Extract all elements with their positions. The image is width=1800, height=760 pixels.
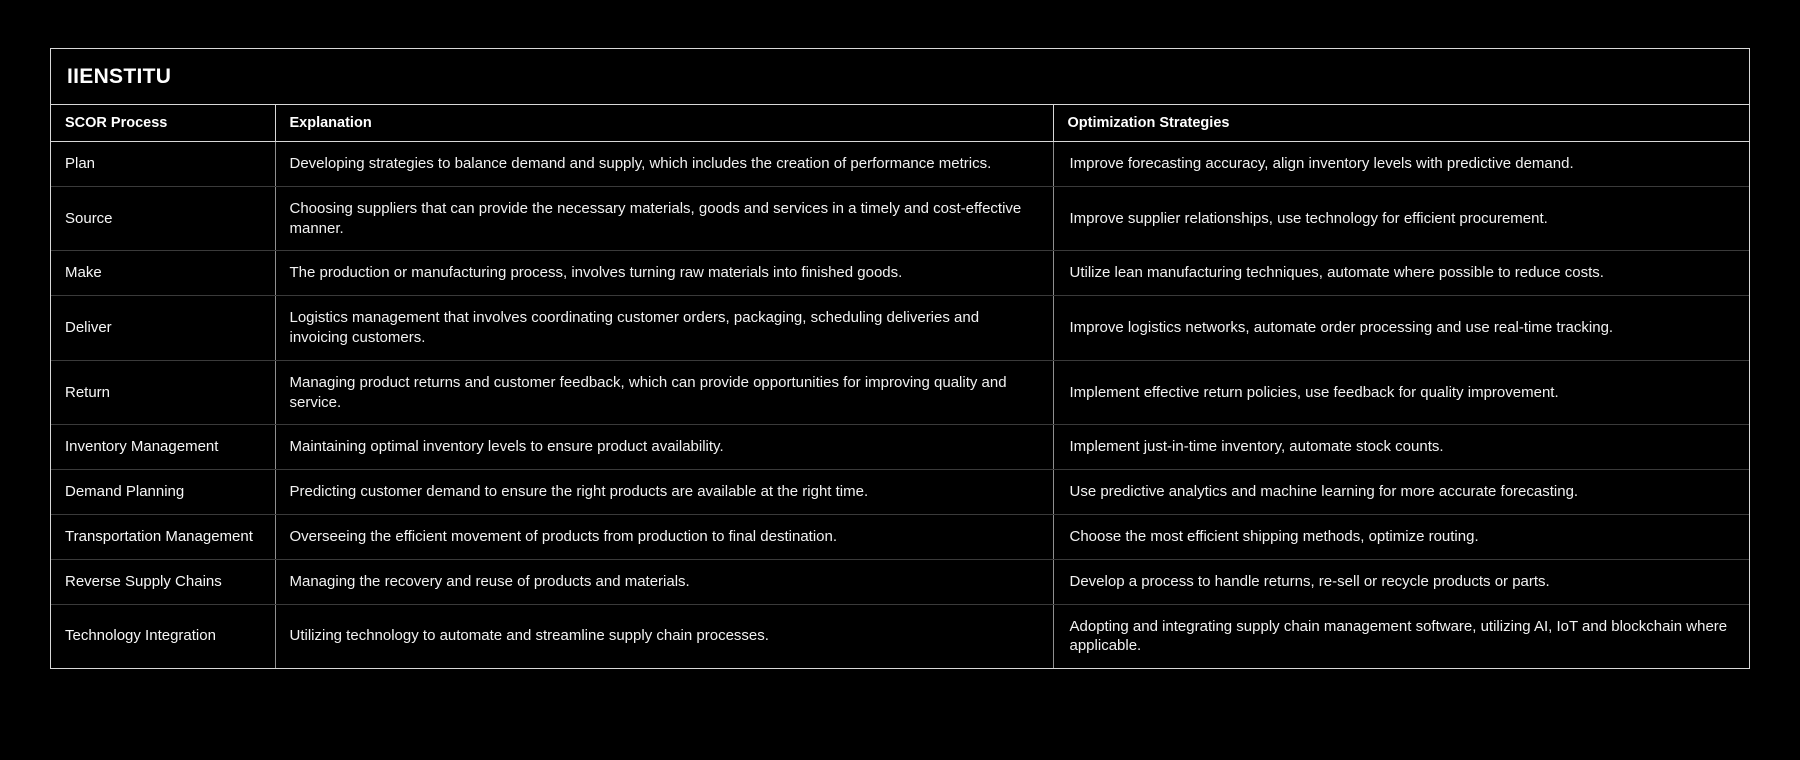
cell-strategy: Develop a process to handle returns, re-sell or recycle products or parts. (1053, 559, 1749, 604)
cell-explanation: Utilizing technology to automate and streamline supply chain processes. (275, 604, 1053, 668)
cell-process: Transportation Management (51, 514, 275, 559)
cell-process: Make (51, 251, 275, 296)
scor-table-card (50, 48, 1750, 669)
cell-explanation: The production or manufacturing process, involves turning raw materials into finished goods. (275, 251, 1053, 296)
table-row (51, 514, 1749, 559)
brand-title: IIENSTITU (67, 64, 172, 88)
table-row (51, 360, 1749, 425)
table-body (51, 142, 1749, 669)
table-row (51, 186, 1749, 251)
cell-explanation: Logistics management that involves coordinating customer orders, packaging, scheduling deliveries and invoicing customers. (275, 296, 1053, 361)
cell-explanation: Managing the recovery and reuse of products and materials. (275, 559, 1053, 604)
cell-process: Source (51, 186, 275, 251)
cell-strategy: Implement just-in-time inventory, automate stock counts. (1053, 425, 1749, 470)
table-row (51, 296, 1749, 361)
cell-process: Plan (51, 142, 275, 187)
cell-strategy: Improve forecasting accuracy, align inventory levels with predictive demand. (1053, 142, 1749, 187)
table-row (51, 559, 1749, 604)
table-row (51, 142, 1749, 187)
cell-process: Demand Planning (51, 470, 275, 515)
column-header-explanation: Explanation (275, 105, 1053, 142)
cell-strategy: Adopting and integrating supply chain management software, utilizing AI, IoT and blockchain where applicable. (1069, 617, 1728, 655)
table-header-row (51, 105, 1749, 142)
cell-explanation: Predicting customer demand to ensure the right products are available at the right time. (275, 470, 1053, 515)
cell-strategy: Improve logistics networks, automate order processing and use real-time tracking. (1053, 296, 1749, 361)
cell-explanation: Developing strategies to balance demand and supply, which includes the creation of performance metrics. (275, 142, 1053, 187)
cell-strategy: Choose the most efficient shipping methods, optimize routing. (1053, 514, 1749, 559)
cell-explanation: Managing product returns and customer feedback, which can provide opportunities for improving quality and service. (275, 360, 1053, 425)
scor-process-table (51, 105, 1749, 668)
table-header (51, 105, 1749, 142)
cell-explanation: Choosing suppliers that can provide the necessary materials, goods and services in a timely and cost-effective manner. (275, 186, 1053, 251)
cell-explanation: Maintaining optimal inventory levels to ensure product availability. (275, 425, 1053, 470)
cell-explanation: Overseeing the efficient movement of products from production to final destination. (275, 514, 1053, 559)
brand-header (51, 49, 1749, 105)
table-row (51, 251, 1749, 296)
column-header-optimization-strategies: Optimization Strategies (1053, 105, 1749, 142)
cell-process: Inventory Management (51, 425, 275, 470)
table-row (51, 470, 1749, 515)
table-row (51, 425, 1749, 470)
cell-process: Technology Integration (51, 604, 275, 668)
cell-strategy: Implement effective return policies, use feedback for quality improvement. (1053, 360, 1749, 425)
cell-process: Reverse Supply Chains (51, 559, 275, 604)
cell-process: Deliver (51, 296, 275, 361)
table-row (51, 604, 1749, 668)
column-header-scor-process: SCOR Process (51, 105, 275, 142)
cell-process: Return (51, 360, 275, 425)
cell-strategy: Improve supplier relationships, use technology for efficient procurement. (1053, 186, 1749, 251)
cell-strategy: Utilize lean manufacturing techniques, automate where possible to reduce costs. (1053, 251, 1749, 296)
cell-strategy: Use predictive analytics and machine learning for more accurate forecasting. (1053, 470, 1749, 515)
